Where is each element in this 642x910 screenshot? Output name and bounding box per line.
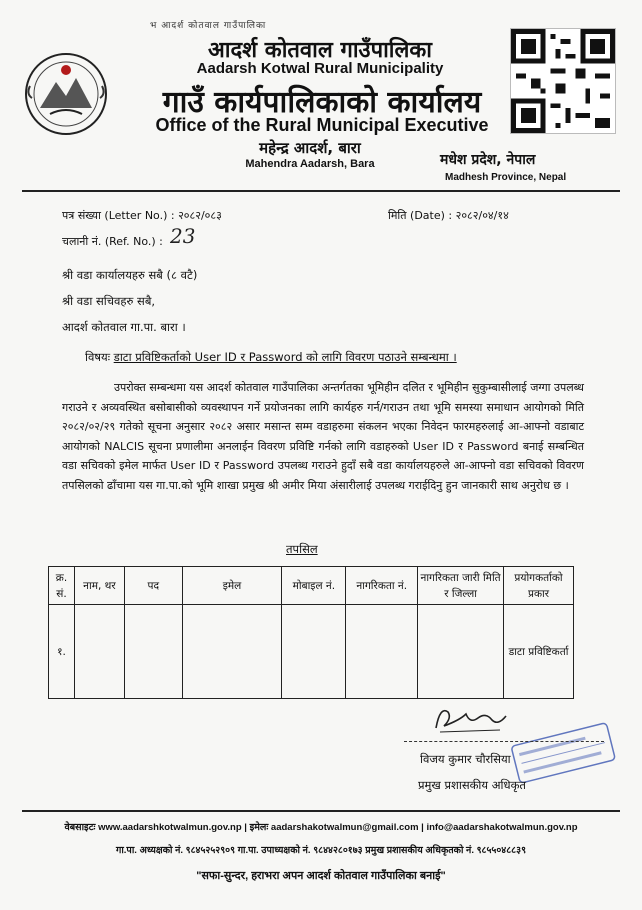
- footer-slogan: "सफा-सुन्दर, हराभरा अपन आदर्श कोतवाल गाउँपालिका बनाई": [196, 870, 446, 882]
- subject-line: [85, 350, 457, 365]
- footer-contact-phones: गा.पा. अध्यक्षको नं. ९८४५२५२९०९ गा.पा. उपाध्यक्षको नं. ९८४४२८०१७३ प्रमुख प्रशासकीय अधिकृतको नं. ९८५५०४८८३९: [115, 845, 527, 856]
- table-cell: डाटा प्रविष्टिकर्ता: [504, 605, 574, 699]
- header-top-strip: भ आदर्श कोतवाल गाउँपालिका: [150, 21, 267, 31]
- qr-code-icon: [510, 28, 616, 134]
- location-nepali: महेन्द्र आदर्श, बारा: [259, 139, 361, 157]
- addressee-line: आदर्श कोतवाल गा.पा. बारा ।: [62, 320, 186, 334]
- table-cell: [346, 605, 418, 699]
- table-title: तपसिल: [286, 542, 318, 556]
- table-header-cell: नाम, थर: [74, 567, 124, 605]
- table-header-cell: प्रयोगकर्ताको प्रकार: [504, 567, 574, 605]
- signature-line: [404, 741, 604, 742]
- table-header-cell: पद: [124, 567, 182, 605]
- addressee-line: श्री वडा कार्यालयहरु सबै (८ वटै): [62, 268, 198, 282]
- table-cell: [182, 605, 282, 699]
- province-english: Madhesh Province, Nepal: [445, 172, 567, 183]
- location-english: Mahendra Aadarsh, Bara: [245, 158, 375, 170]
- table-cell: [124, 605, 182, 699]
- subject-label: विषयः: [85, 350, 111, 364]
- table-cell: [74, 605, 124, 699]
- details-table: [48, 566, 574, 699]
- reference-label: चलानी नं. (Ref. No.) :: [62, 235, 163, 248]
- subject-text: डाटा प्रविष्टिकर्ताको User ID र Password को लागि विवरण पठाउने सम्बन्धमा ।: [113, 350, 457, 364]
- office-name-nepali: गाउँ कार्यपालिकाको कार्यालय: [162, 85, 482, 120]
- reference-number-handwritten: 23: [170, 224, 196, 248]
- municipality-name-nepali: आदर्श कोतवाल गाउँपालिका: [208, 38, 432, 63]
- table-cell: १.: [49, 605, 75, 699]
- table-header-cell: इमेल: [182, 567, 282, 605]
- municipality-name-english: Aadarsh Kotwal Rural Municipality: [196, 60, 444, 77]
- table-cell: [282, 605, 346, 699]
- table-header-cell: नागरिकता जारी मिति र जिल्ला: [418, 567, 504, 605]
- header-divider: [22, 190, 620, 192]
- letter-number: पत्र संख्या (Letter No.) : २०८२/०८३: [62, 209, 222, 222]
- province-nepali: मधेश प्रदेश, नेपाल: [440, 152, 536, 168]
- handwritten-signature-icon: [430, 700, 510, 738]
- footer-divider: [22, 810, 620, 812]
- table-header-cell: नागरिकता नं.: [346, 567, 418, 605]
- government-emblem-icon: [20, 48, 112, 140]
- letter-body: उपरोक्त सम्बन्धमा यस आदर्श कोतवाल गाउँपालिका अन्तर्गतका भूमिहीन दलित र भूमिहीन सुकुम्बासीलाई जग्गा उपलब्ध गराउने र अव्यवस्थित बसोबासीको व्यवस्थापन गर्ने प्रयोजनका लागि कार्यहरु गर्न/गराउन तथा भूमि समस्या समाधान आयोगको मिति २०८२/०२/२९ गतेको सूचना अनुसार २०८२ असार मसान्त सम्म वडाहरुमा संकलन भएका निवेदन फारमहरुलाई आ-आफ्नो वडाबाट आयोगको NALCIS सूचना प्रणालीमा अनलाईन विवरण प्रविष्टि गर्नको लागि वडाहरुको User ID र Password बनाई सम्बन्धित वडा सचिवको इमेल मार्फत User ID र Password उपलब्ध गराउने हुदाँ सबै वडा कार्यालयहरुले आ-आफ्नो वडा सचिवको विवरण तपसिलको ढाँचामा यस गा.पा.को भूमि शाखा प्रमुख श्री अमीर मिया अंसारीलाई उपलब्ध गराईदिनु हुन जानकारी साथ अनुरोध छ ।: [62, 381, 584, 492]
- table-header-cell: मोबाइल नं.: [282, 567, 346, 605]
- letter-date: मिति (Date) : २०८२/०४/१४: [388, 209, 509, 222]
- office-name-english: Office of the Rural Municipal Executive: [155, 115, 489, 135]
- table-cell: [418, 605, 504, 699]
- table-header-row: [49, 567, 574, 605]
- table-header-cell: क्र. सं.: [49, 567, 75, 605]
- signatory-title: प्रमुख प्रशासकीय अधिकृत: [418, 778, 526, 792]
- addressee-line: श्री वडा सचिवहरु सबै,: [62, 294, 156, 308]
- signatory-name: विजय कुमार चौरसिया: [420, 752, 511, 766]
- table-row: [49, 605, 574, 699]
- footer-contact-web: वेबसाइटः www.aadarshkotwalmun.gov.np | इमेलः aadarshakotwalmun@gmail.com | info@aadarshakotwalmun.gov.np: [64, 822, 578, 833]
